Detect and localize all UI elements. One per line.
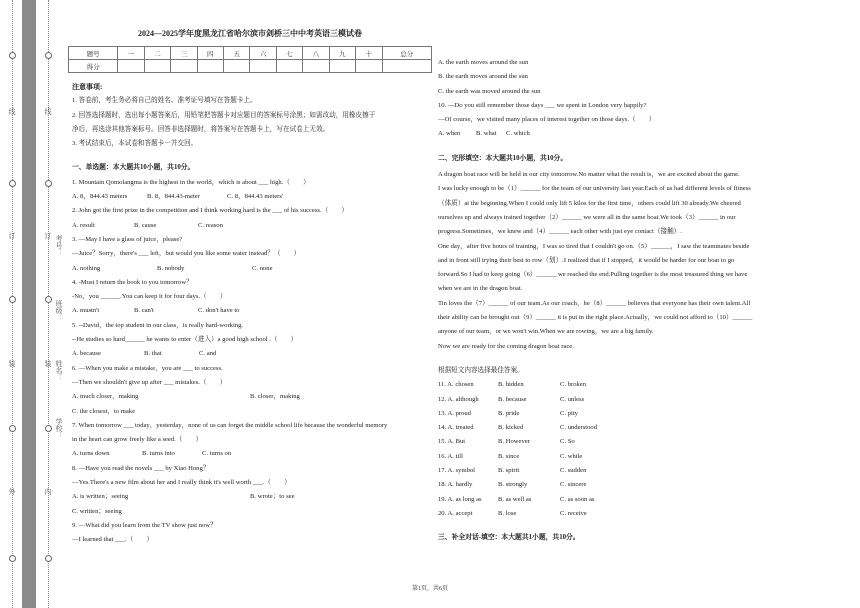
option[interactable]: C. receive [560,509,587,517]
option[interactable]: A. mustn't [72,307,100,315]
option[interactable]: C. don't have to [198,307,240,315]
option[interactable]: B. spirit [498,467,520,475]
score-cell: 总分 [382,47,431,60]
passage-line: when we are in the dragon boat. [438,285,523,293]
score-cell: 七 [276,47,302,60]
option[interactable]: 16. A. till [438,452,463,460]
options-row [72,304,430,318]
option[interactable]: C. sudden [560,467,587,475]
passage-line: and in front still trying their best to row（划）.I realized that if I stopped，it would be harder for our boat to go [438,256,735,264]
option[interactable]: B. nobody [157,264,185,272]
question-stem: 10. —Do you still remember those days ___ we spent in London very happily? [438,101,647,109]
options-row [72,490,430,504]
option[interactable]: B. hidden [498,381,524,389]
option[interactable]: 11. A. chosen [438,381,474,389]
option[interactable]: C. broken [560,381,587,389]
binding-strip [22,0,36,608]
right-column [438,56,798,546]
option[interactable]: B. as well as [498,495,532,503]
question-stem: 5. --David，the top student in our class，is really hard-working. [72,321,244,329]
score-input-cell[interactable] [250,60,276,73]
score-cell: 一 [118,47,144,60]
instruction: 根据短文内容选择最佳答案。 [438,366,524,374]
option[interactable]: C. sincere [560,481,587,489]
question-extra: --He studies so hard______ he wants to enter（进入）a good high school .（ ） [72,336,298,344]
score-input-cell[interactable] [171,60,197,73]
binding-circle [9,425,16,432]
passage-line: progress.Sometimes，we knew and（4）______ each other with just eye contact（接触）. [438,228,682,236]
option[interactable]: A. result [72,221,95,229]
options-row [72,190,430,204]
passage-line: （体质）at the beginning.When I could only lift 5 kilos for the first time，others could lift 30 already.We cheered [438,199,741,207]
question-stem: 1. Mountain Qomolangma is the highest in the world，which is about ___ high.（ ） [72,178,310,186]
question-stem: 3. —May I have a glass of juice，please? [72,235,183,243]
field-school: 学校： [55,418,63,439]
option[interactable]: B. what [476,130,497,138]
option[interactable]: 20. A. accept [438,509,473,517]
options-row [438,127,798,141]
option[interactable]: C. turns on [202,450,232,458]
score-input-cell[interactable] [382,60,431,73]
question-stem: 2. John got the first prize in the competition and I think working hard is the ___ of his success.（ ） [72,207,348,215]
score-cell: 六 [250,47,276,60]
question-extra: —Of course，we visited many places of interest together on those days.（ ） [438,116,656,124]
outer-label-line: 线 [8,108,16,115]
score-table-header [69,47,432,60]
option[interactable]: A. the earth moves around the sun [438,59,529,66]
question-extra: —Then we shouldn't give up after ___ mistakes.（ ） [72,378,227,386]
cloze-options-row [438,478,798,492]
option[interactable]: C. none [252,264,273,272]
option[interactable]: B. However [498,438,530,446]
question-extra: —Yes.There's a new film about her and I really think it's well worth ___.（ ） [72,479,291,487]
option[interactable]: C. unless [560,395,585,403]
cloze-options-row [438,421,798,435]
score-input-cell[interactable] [356,60,382,73]
binding-circle [9,180,16,187]
option[interactable]: 15. A. But [438,438,466,446]
score-cell: 题号 [69,47,118,60]
score-input-cell[interactable] [303,60,329,73]
passage-line: ourselves up and always trained together（2）______ we were all in the same boat.We took（3）______ in our [438,213,736,221]
inner-label-nei: 内 [44,488,52,495]
option[interactable]: B. closer，making [250,393,300,401]
option[interactable]: C. as soon as [560,495,595,503]
cloze-options-row [438,378,798,392]
outer-label-zhuang: 装 [8,360,16,367]
option[interactable]: B. 8，844.43-meter [147,193,200,201]
option[interactable]: 18. A. hardly [438,481,473,489]
binding-circle [45,555,52,562]
note-item: 1. 答卷前，考生务必将自己的姓名、准考证号填写在答题卡上。 [72,97,257,105]
cloze-options-row [438,393,798,407]
option[interactable]: B. cause [134,221,157,229]
section2-heading: 二、完形填空：本大题共10小题，共10分。 [438,154,568,162]
cloze-options-row [438,435,798,449]
options-row [72,347,430,361]
score-cell: 十 [356,47,382,60]
option[interactable]: C. which [506,130,530,138]
score-cell: 八 [303,47,329,60]
option[interactable]: B. turns into [142,450,175,458]
option[interactable]: C. and [199,350,217,358]
inner-dotted-line [48,0,49,608]
cloze-options-row [438,493,798,507]
binding-circle [9,555,16,562]
binding-circle [45,425,52,432]
option[interactable]: C. pity [560,409,578,417]
option[interactable]: A. because [72,350,101,358]
passage-line: their ability can be brought out（9）______ it is put in the right place.Actually，we could not afford to（10）______ [438,314,753,322]
option[interactable]: A. much closer，making [72,393,139,401]
page-title: 2024—2025学年度黑龙江省哈尔滨市剑桥三中中考英语三模试卷 [138,29,362,38]
question-stem: 4. -Must I return the book to you tomorrow？ [72,278,193,286]
inner-label-line: 线 [44,108,52,115]
inner-label-zhuang: 装 [44,360,52,367]
option[interactable]: A. 8，844.43 meters [72,193,128,201]
options-row [72,390,430,404]
option[interactable]: 12. A. although [438,395,479,403]
field-name: 姓名： [55,360,63,381]
score-input-cell[interactable] [329,60,355,73]
option[interactable]: 17. A. symbol [438,467,476,475]
option[interactable]: C. the closest，to make [72,407,135,415]
option[interactable]: B. the earth moves around the sun [438,73,528,81]
option[interactable]: B. because [498,395,527,403]
option[interactable]: B. kicked [498,424,524,432]
option[interactable]: 19. A. as long as [438,495,482,503]
score-cell: 九 [329,47,355,60]
question-stem: 6. —When you make a mistake，you are ___ to success. [72,364,223,372]
note-item: 3. 考试结束后，本试卷和答题卡一并交回。 [72,140,198,148]
section1-heading: 一、单选题：本大题共10小题，共10分。 [72,164,195,172]
option[interactable]: C. reason [198,221,223,229]
option[interactable]: C. while [560,452,583,460]
option[interactable]: B. can't [134,307,154,315]
cloze-options-row [438,450,798,464]
option[interactable]: B. wrote；to see [250,493,295,501]
binding-circle [9,296,16,303]
option[interactable]: A. is written；seeing [72,493,129,501]
passage-line: One day，after five hours of training，I was so tired that I couldn't go on.（5）______，I saw the teammates beside [438,242,750,250]
passage-line: I was lucky enough to be（1）______ for the team of our university last year.Each of us had different levels of fitness [438,185,751,193]
option[interactable]: B. lose [498,509,517,517]
outer-label-ding: 订 [8,232,16,239]
note-item: 净后，再选涂其他答案标号。回答非选择题时，将答案写在答题卡上，写在试卷上无效。 [72,125,330,133]
option[interactable]: A. nothing [72,264,101,272]
field-class: 班级： [55,300,63,321]
question-extra: -No，you ______.You can keep it for four days.（ ） [72,293,227,301]
option[interactable]: C. understood [560,424,597,432]
score-input-cell[interactable] [224,60,250,73]
options-row [72,447,430,461]
score-table-row [69,60,432,73]
field-exam-number: 考号： [55,235,63,256]
option[interactable]: C. the earth was moved around the sun [438,87,541,95]
score-input-cell[interactable] [144,60,170,73]
section3-heading: 三、补全对话-填空：本大题共1小题，共10分。 [438,534,580,542]
option[interactable]: B. strongly [498,481,528,489]
passage-line: Now we are ready for the coming dragon boat race. [438,342,574,350]
page-footer: 第1页，共6页 [411,586,448,592]
score-cell: 二 [144,47,170,60]
question-extra: in the heart can grow freely like a seed.（ ） [72,436,203,444]
passage-line: Tin loves the（7）______ of our team.As our coach，he（8）______ believes that everyone has their own talent.All [438,299,751,307]
option[interactable]: B. since [498,452,520,460]
score-row-label: 得分 [69,60,118,73]
outer-label-wai: 外 [8,488,16,495]
option[interactable]: B. pride [498,409,520,417]
outer-dotted-line [12,0,13,608]
score-cell: 五 [224,47,250,60]
binding-circle [9,52,16,59]
question-stem: 8. —Have you read the novels ___ by Xiao Hong？ [72,464,210,472]
option[interactable]: B. that [144,350,162,358]
options-row [72,219,430,233]
score-cell: 三 [171,47,197,60]
binding-margin [0,0,62,608]
note-item: 2. 回答选择题时，选出每小题答案后，用铅笔把答题卡对应题目的答案标号涂黑；如需改动，用橡皮擦干 [72,111,376,119]
score-input-cell[interactable] [118,60,144,73]
score-table [68,46,432,73]
binding-circle [45,296,52,303]
notes-heading: 注意事项: [72,83,103,91]
option[interactable]: 13. A. proud [438,409,471,417]
cloze-options-row [438,464,798,478]
score-input-cell[interactable] [197,60,223,73]
passage-line: A dragon boat race will be held in our city tomorrow.No matter what the result is，we are excited about the game. [438,171,740,179]
left-column [72,80,430,548]
option[interactable]: C. written；seeing [72,507,122,515]
inner-label-ding: 订 [44,232,52,239]
option[interactable]: 14. A. treated [438,424,474,432]
binding-circle [45,180,52,187]
question-stem: 9. —What did you learn from the TV show just now？ [72,521,217,529]
question-extra: —I learned that ___.（ ） [72,536,153,544]
option[interactable]: A. turns down [72,450,110,458]
cloze-options-row [438,407,798,421]
score-input-cell[interactable] [276,60,302,73]
option[interactable]: C. So [560,438,575,446]
score-cell: 四 [197,47,223,60]
binding-circle [45,52,52,59]
question-stem: 7. When tomorrow ___ today，yesterday，none of us can forget the middle school life because the wonderful memory [72,421,388,429]
cloze-options-row [438,507,798,521]
passage-line: anyone of our team，or we won't win.When we are rowing，we are a big family. [438,328,654,336]
question-extra: —Juice？Sorry，there's ___ left，but would you like some water instead？（ ） [72,250,301,258]
option[interactable]: C. 8，844.43 meters' [227,193,284,201]
options-row [72,262,430,276]
passage-line: forward.So I had to keep going（6）______ we reached the end.Pulling together is the most treasured thing we have [438,271,748,279]
option[interactable]: A. when [438,130,461,138]
